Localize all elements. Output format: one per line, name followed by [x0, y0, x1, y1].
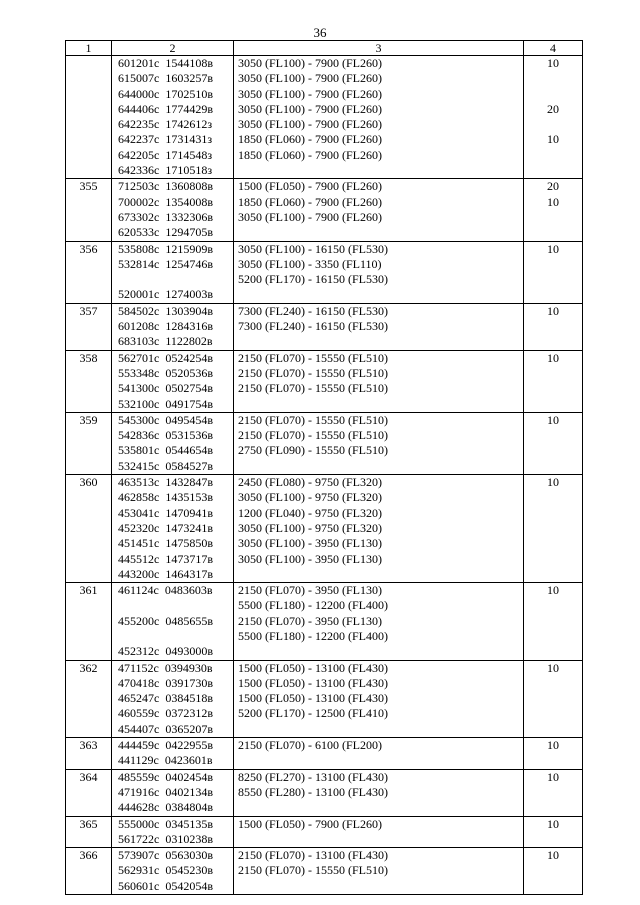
value-cell: [524, 56, 583, 179]
coordinates-line: 452312с 0493000в: [118, 644, 213, 659]
value-cell: [524, 769, 583, 816]
coordinates-cell: [112, 769, 234, 816]
zone-number: [66, 56, 112, 179]
value-cell: [524, 583, 583, 660]
altitude-limits-line: 1500 (FL050) - 13100 (FL430): [238, 660, 388, 675]
value-line: 10: [547, 738, 559, 753]
value-line: [524, 428, 582, 443]
coordinates-line: 455200с 0485655в: [118, 613, 213, 628]
value-line: [524, 722, 582, 737]
coordinates-line: 471152с 0394930в: [118, 660, 213, 675]
altitude-limits-line: 3050 (FL100) - 7900 (FL260): [238, 71, 382, 86]
zone-number: 364: [66, 769, 112, 816]
altitude-limits-cell: [234, 769, 524, 816]
value-cell: [524, 848, 583, 895]
coordinates-line: 573907с 0563030в: [118, 848, 213, 863]
altitude-limits-line: [238, 800, 523, 815]
coordinates-line: 644000с 1702510в: [118, 86, 213, 101]
value-line: [524, 706, 582, 721]
coordinates-line: 444628с 0384804в: [118, 800, 213, 815]
value-line: [524, 863, 582, 878]
table-row: [66, 816, 583, 848]
coordinates-line: 532100с 0491754в: [118, 396, 213, 411]
value-line: [524, 117, 582, 132]
altitude-limits-line: 3050 (FL100) - 3350 (FL110): [238, 256, 382, 271]
value-line: [524, 257, 582, 272]
value-line: 10: [547, 848, 559, 863]
coordinates-line: 453041с 1470941в: [118, 505, 213, 520]
table-header: [66, 41, 583, 56]
coordinates-line: 485559с 0402454в: [118, 769, 213, 784]
value-line: [524, 210, 582, 225]
coordinates-line: 445512с 1473717в: [118, 551, 213, 566]
altitude-limits-line: 2150 (FL070) - 15550 (FL510): [238, 863, 388, 878]
altitude-limits-line: 3050 (FL100) - 16150 (FL530): [238, 241, 388, 256]
coordinates-line: 642336с 1710518з: [118, 163, 213, 178]
coordinates-line: 541300с 0502754в: [118, 381, 213, 396]
zone-number: 359: [66, 412, 112, 474]
coordinates-line: 562931с 0545230в: [118, 863, 213, 878]
coordinates-cell: [112, 179, 234, 241]
altitude-limits-cell: [234, 350, 524, 412]
altitude-limits-line: 3050 (FL100) - 7900 (FL260): [238, 209, 382, 224]
value-line: [524, 521, 582, 536]
coordinates-line: 673302с 1332306в: [118, 209, 213, 224]
zone-number: 365: [66, 816, 112, 848]
value-line: [524, 629, 582, 644]
altitude-limits-line: 8550 (FL280) - 13100 (FL430): [238, 784, 388, 799]
table-row: [66, 303, 583, 350]
altitude-limits-line: 3050 (FL100) - 7900 (FL260): [238, 101, 382, 116]
value-line: 10: [547, 769, 559, 784]
header-col-3: 3: [234, 41, 524, 56]
altitude-limits-line: [238, 644, 523, 659]
altitude-limits-line: 1500 (FL050) - 13100 (FL430): [238, 691, 388, 706]
value-line: 20: [547, 101, 559, 116]
altitude-limits-line: 3050 (FL100) - 7900 (FL260): [238, 86, 382, 101]
coordinates-line: 560601с 0542054в: [118, 878, 213, 893]
coordinates-line: 620533с 1294705в: [118, 225, 213, 240]
coordinates-line: 461124с 0483603в: [118, 583, 213, 598]
coordinates-line: 712503с 1360808в: [118, 179, 213, 194]
coordinates-line: 642205с 1714548з: [118, 147, 213, 162]
coordinates-cell: [112, 56, 234, 179]
coordinates-line: [118, 272, 233, 287]
coordinates-line: 700002с 1354008в: [118, 194, 213, 209]
altitude-limits-line: 1850 (FL060) - 7900 (FL260): [238, 147, 382, 162]
coordinates-line: 555000с 0345135в: [118, 816, 213, 831]
header-row: [66, 41, 583, 56]
value-line: [524, 691, 582, 706]
altitude-limits-line: [238, 225, 523, 240]
altitude-limits-line: 5200 (FL170) - 12500 (FL410): [238, 706, 388, 721]
altitude-limits-line: 5200 (FL170) - 16150 (FL530): [238, 272, 388, 287]
value-cell: [524, 350, 583, 412]
altitude-limits-line: 3050 (FL100) - 7900 (FL260): [238, 117, 382, 132]
table-row: [66, 475, 583, 583]
altitude-limits-cell: [234, 848, 524, 895]
value-line: 10: [547, 816, 559, 831]
zone-number: 363: [66, 738, 112, 770]
table-row: [66, 660, 583, 737]
value-cell: [524, 738, 583, 770]
value-line: [524, 319, 582, 334]
coordinates-line: 470418с 0391730в: [118, 675, 213, 690]
value-line: 10: [547, 56, 559, 70]
value-line: [524, 272, 582, 287]
value-line: 10: [547, 194, 559, 209]
value-line: [524, 148, 582, 163]
value-cell: [524, 412, 583, 474]
altitude-limits-cell: [234, 412, 524, 474]
coordinates-line: 542836с 0531536в: [118, 428, 213, 443]
altitude-limits-line: 1200 (FL040) - 9750 (FL320): [238, 505, 382, 520]
coordinates-line: 615007с 1603257в: [118, 71, 213, 86]
coordinates-line: 535808с 1215909в: [118, 241, 213, 256]
value-line: [524, 567, 582, 582]
coordinates-line: 535801с 0544654в: [118, 443, 213, 458]
value-line: [524, 71, 582, 86]
altitude-limits-line: [238, 334, 523, 349]
altitude-limits-line: 2150 (FL070) - 15550 (FL510): [238, 365, 388, 380]
zone-number: 366: [66, 848, 112, 895]
value-line: 10: [547, 303, 559, 318]
altitude-limits-cell: [234, 660, 524, 737]
table-row: [66, 769, 583, 816]
value-cell: [524, 660, 583, 737]
altitude-limits-line: 2150 (FL070) - 3950 (FL130): [238, 583, 382, 598]
altitude-limits-line: 1850 (FL060) - 7900 (FL260): [238, 132, 382, 147]
altitude-limits-line: 1500 (FL050) - 7900 (FL260): [238, 816, 382, 831]
value-line: [524, 536, 582, 551]
altitude-limits-line: [238, 832, 523, 847]
altitude-limits-line: 2150 (FL070) - 15550 (FL510): [238, 381, 388, 396]
value-line: [524, 832, 582, 847]
value-line: 20: [547, 179, 559, 194]
coordinates-line: 561722с 0310238в: [118, 831, 213, 846]
value-line: [524, 366, 582, 381]
coordinates-line: 532814с 1254746в: [118, 256, 213, 271]
zone-number: 358: [66, 350, 112, 412]
zone-number: 361: [66, 583, 112, 660]
table-body: [66, 56, 583, 895]
altitude-limits-line: 2150 (FL070) - 3950 (FL130): [238, 613, 382, 628]
coordinates-line: 642235с 1742612з: [118, 117, 213, 132]
altitude-limits-line: [238, 722, 523, 737]
value-line: 10: [547, 241, 559, 256]
table-row: [66, 179, 583, 241]
coordinates-cell: [112, 816, 234, 848]
zone-number: 355: [66, 179, 112, 241]
coordinates-line: 444459с 0422955в: [118, 738, 213, 753]
coordinates-line: 441129с 0423601в: [118, 753, 213, 768]
table-row: [66, 241, 583, 303]
value-line: [524, 644, 582, 659]
zone-number: 357: [66, 303, 112, 350]
value-line: 10: [547, 412, 559, 427]
altitude-limits-line: 7300 (FL240) - 16150 (FL530): [238, 303, 388, 318]
coordinates-cell: [112, 350, 234, 412]
altitude-limits-line: 2750 (FL090) - 15550 (FL510): [238, 443, 388, 458]
altitude-limits-line: 5500 (FL180) - 12200 (FL400): [238, 628, 388, 643]
value-line: [524, 397, 582, 412]
zone-number: 360: [66, 475, 112, 583]
altitude-limits-line: 1500 (FL050) - 13100 (FL430): [238, 675, 388, 690]
value-line: [524, 552, 582, 567]
value-line: [524, 287, 582, 302]
value-line: [524, 334, 582, 349]
altitude-limits-cell: [234, 303, 524, 350]
coordinates-line: 454407с 0365207в: [118, 721, 213, 736]
altitude-limits-cell: [234, 816, 524, 848]
value-line: 10: [547, 660, 559, 675]
value-cell: [524, 816, 583, 848]
coordinates-line: 584502с 1303904в: [118, 303, 213, 318]
altitude-limits-line: 2150 (FL070) - 15550 (FL510): [238, 428, 388, 443]
coordinates-cell: [112, 738, 234, 770]
altitude-limits-line: 3050 (FL100) - 3950 (FL130): [238, 551, 382, 566]
altitude-limits-line: 5500 (FL180) - 12200 (FL400): [238, 598, 388, 613]
coordinates-line: 601201с 1544108в: [118, 56, 213, 70]
altitude-limits-line: [238, 567, 523, 582]
coordinates-line: [118, 629, 233, 644]
coordinates-line: 463513с 1432847в: [118, 475, 213, 490]
table-row: [66, 350, 583, 412]
coordinates-line: 644406с 1774429в: [118, 101, 213, 116]
altitude-limits-line: 3050 (FL100) - 3950 (FL130): [238, 536, 382, 551]
coordinates-cell: [112, 848, 234, 895]
altitude-limits-line: 7300 (FL240) - 16150 (FL530): [238, 319, 388, 334]
altitude-limits-line: 3050 (FL100) - 9750 (FL320): [238, 520, 382, 535]
coordinates-line: 465247с 0384518в: [118, 691, 213, 706]
altitude-limits-line: [238, 163, 523, 178]
value-cell: [524, 241, 583, 303]
altitude-limits-line: 3050 (FL100) - 7900 (FL260): [238, 56, 382, 70]
value-line: [524, 676, 582, 691]
table-row: [66, 583, 583, 660]
zone-number: 362: [66, 660, 112, 737]
coordinates-line: 683103с 1122802в: [118, 334, 213, 349]
airspace-table: [65, 40, 583, 895]
coordinates-line: 471916с 0402134в: [118, 784, 213, 799]
altitude-limits-line: [238, 397, 523, 412]
value-line: [524, 753, 582, 768]
value-line: 10: [547, 350, 559, 365]
coordinates-cell: [112, 412, 234, 474]
table-row: [66, 848, 583, 895]
coordinates-line: 520001с 1274003в: [118, 287, 213, 302]
value-line: [524, 225, 582, 240]
altitude-limits-line: 2150 (FL070) - 15550 (FL510): [238, 412, 388, 427]
coordinates-line: 642237с 1731431з: [118, 132, 213, 147]
altitude-limits-line: 1500 (FL050) - 7900 (FL260): [238, 179, 382, 194]
table-row: [66, 412, 583, 474]
value-line: [524, 381, 582, 396]
coordinates-line: 553348с 0520536в: [118, 365, 213, 380]
table-row: [66, 56, 583, 179]
table-row: [66, 738, 583, 770]
value-cell: [524, 303, 583, 350]
value-line: [524, 614, 582, 629]
coordinates-line: 443200с 1464317в: [118, 566, 213, 581]
value-line: [524, 879, 582, 894]
altitude-limits-line: 8250 (FL270) - 13100 (FL430): [238, 769, 388, 784]
header-col-1: 1: [66, 41, 112, 56]
altitude-limits-cell: [234, 56, 524, 179]
header-col-2: 2: [112, 41, 234, 56]
coordinates-cell: [112, 475, 234, 583]
altitude-limits-line: [238, 459, 523, 474]
zone-number: 356: [66, 241, 112, 303]
value-line: [524, 598, 582, 613]
value-line: [524, 87, 582, 102]
value-line: [524, 785, 582, 800]
altitude-limits-cell: [234, 179, 524, 241]
altitude-limits-line: [238, 287, 523, 302]
coordinates-line: 462858с 1435153в: [118, 490, 213, 505]
coordinates-line: 601208с 1284316в: [118, 319, 213, 334]
coordinates-cell: [112, 583, 234, 660]
altitude-limits-line: 2150 (FL070) - 15550 (FL510): [238, 350, 388, 365]
altitude-limits-cell: [234, 241, 524, 303]
value-line: [524, 459, 582, 474]
altitude-limits-line: [238, 879, 523, 894]
coordinates-line: 460559с 0372312в: [118, 706, 213, 721]
value-line: [524, 800, 582, 815]
coordinates-line: 451451с 1475850в: [118, 536, 213, 551]
value-cell: [524, 179, 583, 241]
altitude-limits-line: 1850 (FL060) - 7900 (FL260): [238, 194, 382, 209]
value-line: [524, 506, 582, 521]
header-col-4: 4: [524, 41, 583, 56]
value-line: [524, 490, 582, 505]
altitude-limits-cell: [234, 583, 524, 660]
coordinates-line: [118, 598, 233, 613]
coordinates-line: 545300с 0495454в: [118, 412, 213, 427]
page-number: 36: [313, 25, 327, 40]
coordinates-line: 452320с 1473241в: [118, 520, 213, 535]
coordinates-cell: [112, 241, 234, 303]
altitude-limits-line: 2150 (FL070) - 6100 (FL200): [238, 738, 382, 753]
value-line: 10: [547, 475, 559, 490]
value-line: 10: [547, 132, 559, 147]
altitude-limits-line: 2450 (FL080) - 9750 (FL320): [238, 475, 382, 490]
altitude-limits-cell: [234, 475, 524, 583]
coordinates-line: 532415с 0584527в: [118, 458, 213, 473]
altitude-limits-line: [238, 753, 523, 768]
value-line: 10: [547, 583, 559, 598]
coordinates-cell: [112, 303, 234, 350]
value-line: [524, 443, 582, 458]
altitude-limits-cell: [234, 738, 524, 770]
coordinates-cell: [112, 660, 234, 737]
altitude-limits-line: 3050 (FL100) - 9750 (FL320): [238, 490, 382, 505]
altitude-limits-line: 2150 (FL070) - 13100 (FL430): [238, 848, 388, 863]
coordinates-line: 562701с 0524254в: [118, 350, 213, 365]
value-line: [524, 163, 582, 178]
value-cell: [524, 475, 583, 583]
